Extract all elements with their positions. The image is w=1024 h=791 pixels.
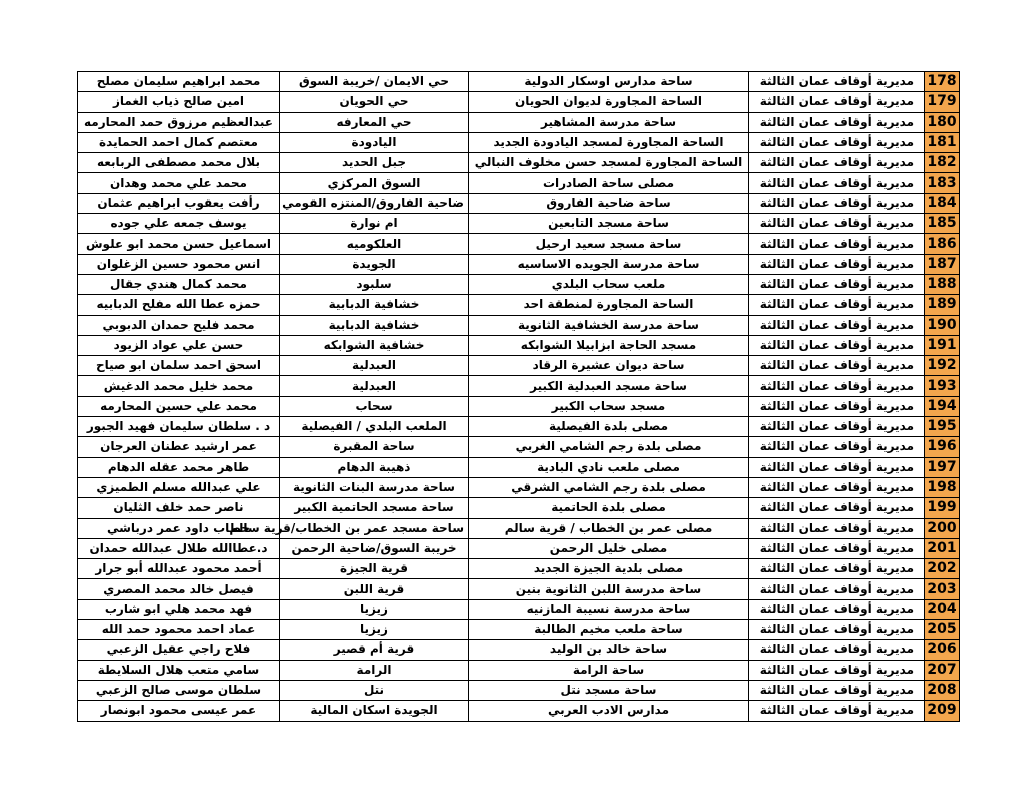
table-row — [78, 214, 960, 234]
person-name-cell: محمد علي حسين المحارمه — [78, 396, 280, 416]
person-name-cell: محمد ابراهيم سليمان مصلح — [78, 72, 280, 92]
area-cell: خشافية الدبابية — [280, 315, 469, 335]
site-cell: مصلى بلدية الجيزة الجديد — [469, 559, 749, 579]
row-number-cell: 198 — [925, 477, 960, 497]
directorate-cell: مديرية أوقاف عمان الثالثة — [749, 640, 925, 660]
table-row — [78, 396, 960, 416]
person-name-cell: خطاب داود عمر درباشي — [78, 518, 280, 538]
site-cell: ساحة مدرسة نسيبة المازنيه — [469, 599, 749, 619]
directorate-cell: مديرية أوقاف عمان الثالثة — [749, 72, 925, 92]
directorate-cell: مديرية أوقاف عمان الثالثة — [749, 376, 925, 396]
site-cell: الساحة المجاورة لمسجد اليادودة الجديد — [469, 132, 749, 152]
site-cell: مصلى ملعب نادي البادية — [469, 457, 749, 477]
area-cell: السوق المركزي — [280, 173, 469, 193]
area-cell: حي المعارفه — [280, 112, 469, 132]
row-number-cell: 188 — [925, 274, 960, 294]
directorate-cell: مديرية أوقاف عمان الثالثة — [749, 457, 925, 477]
site-cell: ساحة مدرسة الخشافية الثانوية — [469, 315, 749, 335]
person-name-cell: محمد فليح حمدان الدبوبي — [78, 315, 280, 335]
directorate-cell: مديرية أوقاف عمان الثالثة — [749, 153, 925, 173]
directorate-cell: مديرية أوقاف عمان الثالثة — [749, 518, 925, 538]
person-name-cell: عمر ارشيد عطنان العرجان — [78, 437, 280, 457]
area-cell: خشافية الشوابكه — [280, 335, 469, 355]
area-cell: العبدلية — [280, 356, 469, 376]
area-cell: العلكوميه — [280, 234, 469, 254]
directorate-cell: مديرية أوقاف عمان الثالثة — [749, 498, 925, 518]
directorate-cell: مديرية أوقاف عمان الثالثة — [749, 274, 925, 294]
directorate-cell: مديرية أوقاف عمان الثالثة — [749, 214, 925, 234]
site-cell: مصلى بلدة رجم الشامي الغربي — [469, 437, 749, 457]
site-cell: ساحة مدرسة المشاهير — [469, 112, 749, 132]
directorate-cell: مديرية أوقاف عمان الثالثة — [749, 417, 925, 437]
site-cell: ملعب سحاب البلدي — [469, 274, 749, 294]
table-row — [78, 660, 960, 680]
person-name-cell: بلال محمد مصطفى الربابعه — [78, 153, 280, 173]
row-number-cell: 202 — [925, 559, 960, 579]
person-name-cell: أحمد محمود عبدالله أبو جرار — [78, 559, 280, 579]
site-cell: مسجد سحاب الكبير — [469, 396, 749, 416]
row-number-cell: 208 — [925, 680, 960, 700]
row-number-cell: 185 — [925, 214, 960, 234]
row-number-cell: 204 — [925, 599, 960, 619]
site-cell: مصلى عمر بن الخطاب / قرية سالم — [469, 518, 749, 538]
area-cell: الرامة — [280, 660, 469, 680]
area-cell: سلبود — [280, 274, 469, 294]
area-cell: خريبة السوق/ضاحية الرحمن — [280, 538, 469, 558]
area-cell: نتل — [280, 680, 469, 700]
person-name-cell: رأفت يعقوب ابراهيم عثمان — [78, 193, 280, 213]
person-name-cell: امين صالح ذياب الغماز — [78, 92, 280, 112]
person-name-cell: ناصر حمد خلف الثليان — [78, 498, 280, 518]
directorate-cell: مديرية أوقاف عمان الثالثة — [749, 315, 925, 335]
site-cell: مصلى خليل الرحمن — [469, 538, 749, 558]
site-cell: مصلى بلدة رجم الشامي الشرقي — [469, 477, 749, 497]
area-cell: ذهيبة الدهام — [280, 457, 469, 477]
site-cell: الساحة المجاورة لمنطقة احد — [469, 295, 749, 315]
person-name-cell: عمر عيسى محمود ابونصار — [78, 701, 280, 721]
row-number-cell: 186 — [925, 234, 960, 254]
directorate-cell: مديرية أوقاف عمان الثالثة — [749, 193, 925, 213]
table-row — [78, 234, 960, 254]
site-cell: ساحة ملعب مخيم الطالبة — [469, 620, 749, 640]
site-cell: الساحة المجاورة لديوان الحويان — [469, 92, 749, 112]
directorate-cell: مديرية أوقاف عمان الثالثة — [749, 396, 925, 416]
person-name-cell: سامي متعب هلال السلايطة — [78, 660, 280, 680]
site-cell: ساحة ديوان عشيرة الرقاد — [469, 356, 749, 376]
area-cell: ساحة المقبرة — [280, 437, 469, 457]
site-cell: ساحة مدرسة الجويده الاساسيه — [469, 254, 749, 274]
person-name-cell: د . سلطان سليمان فهيد الجبور — [78, 417, 280, 437]
row-number-cell: 203 — [925, 579, 960, 599]
row-number-cell: 190 — [925, 315, 960, 335]
area-cell: قرية الجيزة — [280, 559, 469, 579]
area-cell: ساحة مسجد عمر بن الخطاب/قرية سالم — [280, 518, 469, 538]
area-cell: الملعب البلدي / الفيصلية — [280, 417, 469, 437]
site-cell: ساحة خالد بن الوليد — [469, 640, 749, 660]
person-name-cell: محمد علي محمد وهدان — [78, 173, 280, 193]
person-name-cell: د.عطاالله طلال عبدالله حمدان — [78, 538, 280, 558]
row-number-cell: 184 — [925, 193, 960, 213]
table-row — [78, 173, 960, 193]
person-name-cell: معتصم كمال احمد الحمايدة — [78, 132, 280, 152]
table-row — [78, 274, 960, 294]
site-cell: مصلى بلدة الفيصلية — [469, 417, 749, 437]
directorate-cell: مديرية أوقاف عمان الثالثة — [749, 92, 925, 112]
directorate-cell: مديرية أوقاف عمان الثالثة — [749, 701, 925, 721]
row-number-cell: 182 — [925, 153, 960, 173]
person-name-cell: عبدالعظيم مرزوق حمد المحارمه — [78, 112, 280, 132]
directorate-cell: مديرية أوقاف عمان الثالثة — [749, 538, 925, 558]
area-cell: جبل الحديد — [280, 153, 469, 173]
row-number-cell: 200 — [925, 518, 960, 538]
table-row — [78, 680, 960, 700]
site-cell: ساحة ضاحية الفاروق — [469, 193, 749, 213]
row-number-cell: 178 — [925, 72, 960, 92]
person-name-cell: اسحق احمد سلمان ابو صياح — [78, 356, 280, 376]
person-name-cell: انس محمود حسين الزغلوان — [78, 254, 280, 274]
table-row — [78, 356, 960, 376]
directorate-cell: مديرية أوقاف عمان الثالثة — [749, 112, 925, 132]
row-number-cell: 193 — [925, 376, 960, 396]
row-number-cell: 196 — [925, 437, 960, 457]
table-row — [78, 498, 960, 518]
site-cell: ساحة مسجد التابعين — [469, 214, 749, 234]
site-cell: ساحة مسجد العبدلية الكبير — [469, 376, 749, 396]
area-cell: قرية اللبن — [280, 579, 469, 599]
directorate-cell: مديرية أوقاف عمان الثالثة — [749, 295, 925, 315]
table-row — [78, 640, 960, 660]
person-name-cell: علي عبدالله مسلم الطميزي — [78, 477, 280, 497]
site-cell: مسجد الحاجة ابزابيلا الشوابكه — [469, 335, 749, 355]
row-number-cell: 179 — [925, 92, 960, 112]
table-row — [78, 92, 960, 112]
row-number-cell: 187 — [925, 254, 960, 274]
area-cell: العبدلية — [280, 376, 469, 396]
area-cell: حي الحويان — [280, 92, 469, 112]
site-cell: الساحة المجاورة لمسجد حسن مخلوف النبالي — [469, 153, 749, 173]
table-row — [78, 538, 960, 558]
directorate-cell: مديرية أوقاف عمان الثالثة — [749, 660, 925, 680]
directorate-cell: مديرية أوقاف عمان الثالثة — [749, 579, 925, 599]
site-cell: مصلى بلدة الحاتمية — [469, 498, 749, 518]
row-number-cell: 192 — [925, 356, 960, 376]
person-name-cell: يوسف جمعه علي جوده — [78, 214, 280, 234]
site-cell: مدارس الادب العربي — [469, 701, 749, 721]
table-row — [78, 295, 960, 315]
directorate-cell: مديرية أوقاف عمان الثالثة — [749, 559, 925, 579]
directorate-cell: مديرية أوقاف عمان الثالثة — [749, 437, 925, 457]
directorate-cell: مديرية أوقاف عمان الثالثة — [749, 680, 925, 700]
person-name-cell: حسن علي عواد الزيود — [78, 335, 280, 355]
row-number-cell: 207 — [925, 660, 960, 680]
row-number-cell: 205 — [925, 620, 960, 640]
area-cell: ساحة مدرسة البنات الثانوية — [280, 477, 469, 497]
directorate-cell: مديرية أوقاف عمان الثالثة — [749, 620, 925, 640]
person-name-cell: محمد خليل محمد الدغيش — [78, 376, 280, 396]
area-cell: زيزيا — [280, 620, 469, 640]
row-number-cell: 191 — [925, 335, 960, 355]
table-body — [78, 72, 960, 722]
row-number-cell: 195 — [925, 417, 960, 437]
directorate-cell: مديرية أوقاف عمان الثالثة — [749, 477, 925, 497]
table-row — [78, 193, 960, 213]
person-name-cell: فيصل خالد محمد المصري — [78, 579, 280, 599]
area-cell: حي الايمان /خريبة السوق — [280, 72, 469, 92]
person-name-cell: اسماعيل حسن محمد ابو علوش — [78, 234, 280, 254]
site-cell: ساحة الرامة — [469, 660, 749, 680]
person-name-cell: سلطان موسى صالح الزعبي — [78, 680, 280, 700]
site-cell: ساحة مسجد نتل — [469, 680, 749, 700]
row-number-cell: 201 — [925, 538, 960, 558]
person-name-cell: عماد احمد محمود حمد الله — [78, 620, 280, 640]
area-cell: قرية أم قصير — [280, 640, 469, 660]
sites-table — [77, 71, 960, 722]
person-name-cell: فلاح راجي عقيل الزعبي — [78, 640, 280, 660]
table-row — [78, 153, 960, 173]
row-number-cell: 189 — [925, 295, 960, 315]
area-cell: ام نوارة — [280, 214, 469, 234]
area-cell: زيزيا — [280, 599, 469, 619]
area-cell: الجويدة — [280, 254, 469, 274]
area-cell: سحاب — [280, 396, 469, 416]
table-row — [78, 254, 960, 274]
row-number-cell: 197 — [925, 457, 960, 477]
area-cell: ساحة مسجد الحاتمية الكبير — [280, 498, 469, 518]
table-row — [78, 132, 960, 152]
directorate-cell: مديرية أوقاف عمان الثالثة — [749, 132, 925, 152]
table-row — [78, 457, 960, 477]
row-number-cell: 194 — [925, 396, 960, 416]
row-number-cell: 199 — [925, 498, 960, 518]
person-name-cell: محمد كمال هندي جقال — [78, 274, 280, 294]
site-cell: مصلى ساحة الصادرات — [469, 173, 749, 193]
area-cell: الجويدة اسكان المالية — [280, 701, 469, 721]
table-row — [78, 335, 960, 355]
person-name-cell: فهد محمد هلي ابو شارب — [78, 599, 280, 619]
table-row — [78, 518, 960, 538]
table-row — [78, 559, 960, 579]
table-row — [78, 417, 960, 437]
table-row — [78, 599, 960, 619]
person-name-cell: حمزه عطا الله مفلح الدبابيه — [78, 295, 280, 315]
area-cell: خشافية الدبابية — [280, 295, 469, 315]
directorate-cell: مديرية أوقاف عمان الثالثة — [749, 335, 925, 355]
directorate-cell: مديرية أوقاف عمان الثالثة — [749, 356, 925, 376]
table-row — [78, 72, 960, 92]
row-number-cell: 183 — [925, 173, 960, 193]
table-row — [78, 701, 960, 721]
person-name-cell: طاهر محمد عقله الدهام — [78, 457, 280, 477]
table-row — [78, 112, 960, 132]
table-row — [78, 376, 960, 396]
site-cell: ساحة مسجد سعيد ارحيل — [469, 234, 749, 254]
directorate-cell: مديرية أوقاف عمان الثالثة — [749, 173, 925, 193]
row-number-cell: 180 — [925, 112, 960, 132]
directorate-cell: مديرية أوقاف عمان الثالثة — [749, 254, 925, 274]
site-cell: ساحة مدارس اوسكار الدولية — [469, 72, 749, 92]
table-row — [78, 579, 960, 599]
table-row — [78, 315, 960, 335]
directorate-cell: مديرية أوقاف عمان الثالثة — [749, 234, 925, 254]
row-number-cell: 206 — [925, 640, 960, 660]
row-number-cell: 209 — [925, 701, 960, 721]
directorate-cell: مديرية أوقاف عمان الثالثة — [749, 599, 925, 619]
table-row — [78, 437, 960, 457]
table-row — [78, 477, 960, 497]
row-number-cell: 181 — [925, 132, 960, 152]
table-row — [78, 620, 960, 640]
area-cell: ضاحية الفاروق/المنتزه القومي — [280, 193, 469, 213]
mosque-sites-table-sheet — [77, 71, 959, 722]
site-cell: ساحة مدرسة اللبن الثانوية بنين — [469, 579, 749, 599]
area-cell: اليادودة — [280, 132, 469, 152]
